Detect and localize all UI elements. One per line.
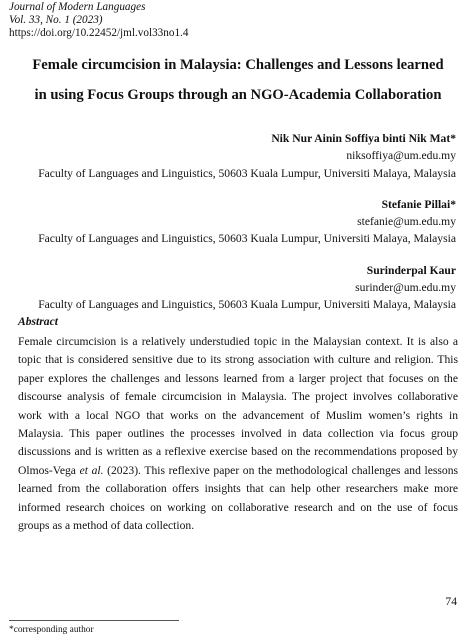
author-name: Nik Nur Ainin Soffiya binti Nik Mat* (271, 132, 456, 145)
footnote-divider (9, 620, 179, 621)
author-block (16, 262, 456, 314)
footnote: *corresponding author (9, 625, 94, 635)
author-name: Surinderpal Kaur (366, 263, 456, 277)
author-name: Stefanie Pillai* (381, 197, 456, 211)
author-email[interactable]: niksoffiya@um.edu.my (346, 149, 456, 163)
abstract-text-part-2: (2023). This reflexive paper on the methodological challenges and lessons learned from the collaboration offers insights that can help other researchers make more informed research choices on working on collaborative research and on the use of focus groups as a method of data collection. (18, 463, 458, 533)
abstract-section (18, 314, 458, 535)
page-number: 74 (445, 595, 457, 608)
author-list (16, 130, 456, 328)
journal-header (9, 1, 188, 40)
journal-name: Journal of Modern Languages (9, 1, 146, 13)
author-email[interactable]: surinder@um.edu.my (355, 281, 456, 295)
author-block (16, 130, 456, 182)
author-affiliation: Faculty of Languages and Linguistics, 50603 Kuala Lumpur, Universiti Malaya, Malaysia (38, 232, 456, 246)
paper-title (18, 50, 458, 110)
author-affiliation: Faculty of Languages and Linguistics, 50603 Kuala Lumpur, Universiti Malaya, Malaysia (38, 166, 456, 180)
abstract-italic-citation: et al. (79, 463, 104, 477)
title-line-2: in using Focus Groups through an NGO-Academia Collaboration (34, 87, 442, 103)
journal-doi[interactable]: https://doi.org/10.22452/jml.vol33no1.4 (9, 27, 189, 39)
journal-volume: Vol. 33, No. 1 (2023) (9, 14, 103, 26)
author-block (16, 196, 456, 248)
title-line-1: Female circumcision in Malaysia: Challenges and Lessons learned (32, 57, 444, 73)
abstract-heading: Abstract (18, 315, 58, 328)
abstract-body (18, 333, 458, 535)
abstract-text-part-1: Female circumcision is a relatively understudied topic in the Malaysian context. It is also a topic that is considered sensitive due to its strong association with culture and religion. This paper explores the challenges and lessons learned from a larger project that focuses on the discourse analysis of female circumcision in Malaysia. The project involves collaborative work with a local NGO that works on the advancement of Muslim women’s rights in Malaysia. This paper outlines the processes involved in data collection via focus group discussions and is written as a reflexive exercise based on the recommendations proposed by Olmos-Vega (18, 335, 458, 477)
author-affiliation: Faculty of Languages and Linguistics, 50603 Kuala Lumpur, Universiti Malaya, Malaysia (38, 298, 456, 312)
author-email[interactable]: stefanie@um.edu.my (357, 215, 456, 229)
